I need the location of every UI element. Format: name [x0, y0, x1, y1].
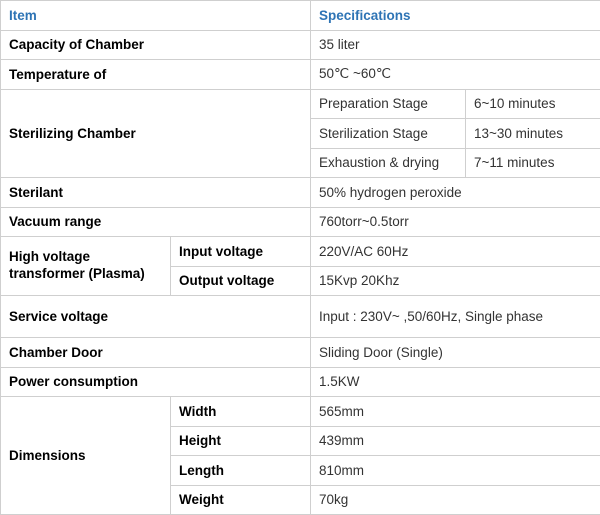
row-value-exhaustion-drying: 7~11 minutes — [466, 148, 600, 178]
sub-label-output-voltage: Output voltage — [171, 266, 311, 296]
table-row-width — [1, 397, 600, 427]
hv-label-line2: transformer (Plasma) — [9, 266, 145, 281]
row-value-preparation-stage: 6~10 minutes — [466, 89, 600, 119]
table-row-input-voltage — [1, 237, 600, 267]
hv-label-line1: High voltage — [9, 249, 90, 264]
row-label-service-voltage: Service voltage — [1, 296, 311, 338]
row-value-capacity: 35 liter — [311, 30, 600, 60]
row-label-chamber-door: Chamber Door — [1, 338, 311, 368]
table-row-capacity — [1, 30, 600, 60]
sub-label-input-voltage: Input voltage — [171, 237, 311, 267]
row-label-high-voltage-transformer — [1, 237, 171, 296]
sub-label-sterilization-stage: Sterilization Stage — [311, 119, 466, 149]
row-label-dimensions: Dimensions — [1, 397, 171, 515]
table-row-vacuum-range — [1, 207, 600, 237]
column-header-specifications: Specifications — [311, 1, 600, 31]
row-value-sterilant: 50% hydrogen peroxide — [311, 178, 600, 208]
row-value-output-voltage: 15Kvp 20Khz — [311, 266, 600, 296]
row-value-width: 565mm — [311, 397, 600, 427]
table-row-preparation-stage — [1, 89, 600, 119]
sub-label-preparation-stage: Preparation Stage — [311, 89, 466, 119]
sub-label-height: Height — [171, 426, 311, 456]
table-row-chamber-door — [1, 338, 600, 368]
row-label-sterilant: Sterilant — [1, 178, 311, 208]
sub-label-length: Length — [171, 456, 311, 486]
row-value-vacuum-range: 760torr~0.5torr — [311, 207, 600, 237]
table-row-power-consumption — [1, 367, 600, 397]
table-header-row — [1, 1, 600, 31]
column-header-item: Item — [1, 1, 311, 31]
row-value-sterilization-stage: 13~30 minutes — [466, 119, 600, 149]
table-row-sterilant — [1, 178, 600, 208]
table-row-service-voltage — [1, 296, 600, 338]
row-value-input-voltage: 220V/AC 60Hz — [311, 237, 600, 267]
row-value-temperature: 50℃ ~60℃ — [311, 60, 600, 90]
sub-label-width: Width — [171, 397, 311, 427]
row-label-power-consumption: Power consumption — [1, 367, 311, 397]
row-label-sterilizing-chamber: Sterilizing Chamber — [1, 89, 311, 178]
sub-label-exhaustion-drying: Exhaustion & drying — [311, 148, 466, 178]
row-label-vacuum-range: Vacuum range — [1, 207, 311, 237]
table-row-temperature — [1, 60, 600, 90]
row-value-power-consumption: 1.5KW — [311, 367, 600, 397]
row-value-weight: 70kg — [311, 485, 600, 515]
sub-label-weight: Weight — [171, 485, 311, 515]
row-value-length: 810mm — [311, 456, 600, 486]
row-value-chamber-door: Sliding Door (Single) — [311, 338, 600, 368]
row-label-temperature: Temperature of — [1, 60, 311, 90]
row-value-height: 439mm — [311, 426, 600, 456]
row-value-service-voltage: Input : 230V~ ,50/60Hz, Single phase — [311, 296, 600, 338]
row-label-capacity: Capacity of Chamber — [1, 30, 311, 60]
